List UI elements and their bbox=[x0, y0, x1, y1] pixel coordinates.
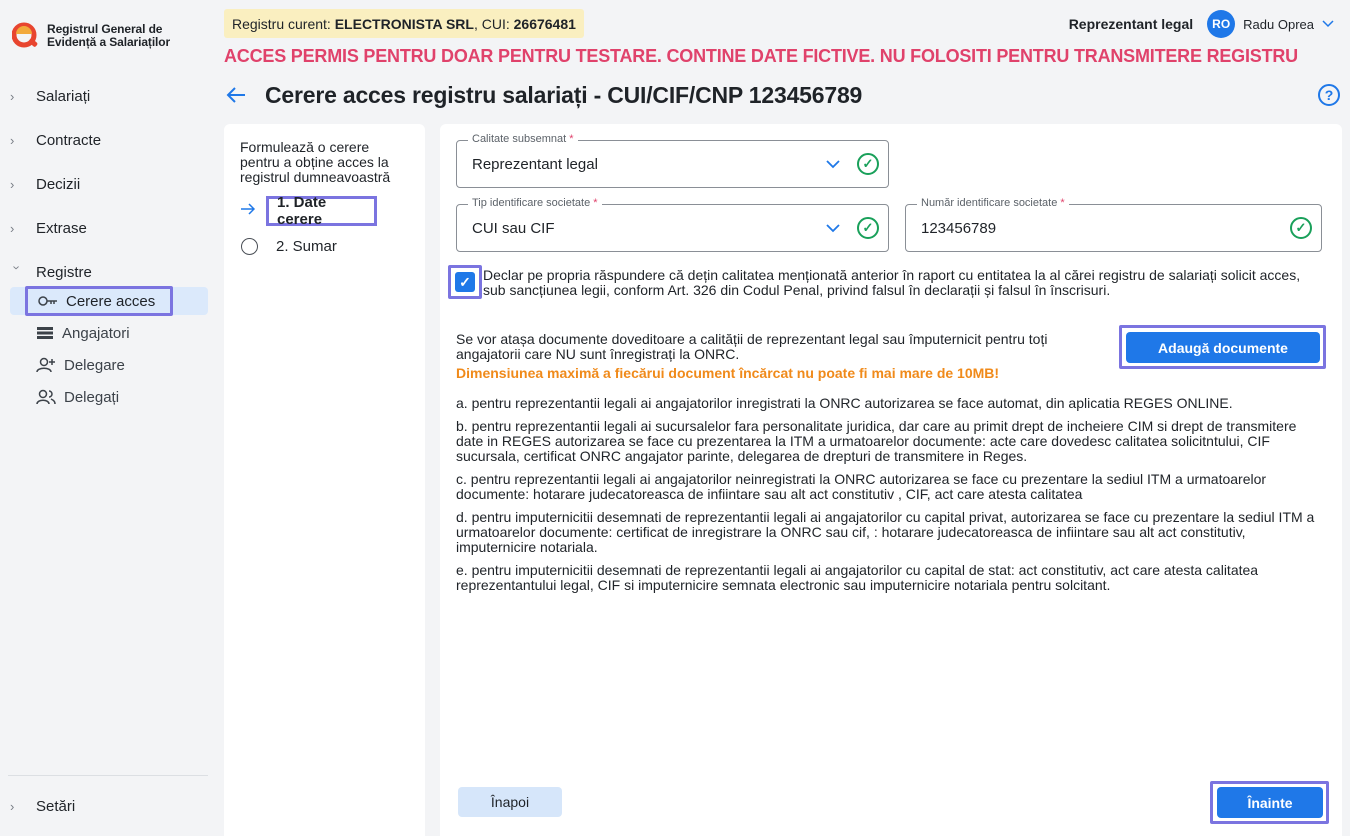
nav-group-label: Registre bbox=[36, 264, 92, 281]
arrow-right-icon bbox=[240, 202, 256, 220]
sidebar-item-label: Cerere acces bbox=[66, 292, 156, 310]
field-label-text: Număr identificare societate bbox=[921, 197, 1058, 209]
note-item: a. pentru reprezentantii legali ai angajatorilor inregistrati la ONRC autorizarea se face automat, din aplicatia REGES ONLINE. bbox=[456, 395, 1233, 411]
nav-group-label: Salariați bbox=[36, 88, 91, 105]
list-icon bbox=[36, 326, 54, 340]
check-circle-icon: ✓ bbox=[857, 153, 879, 175]
chevron-right-icon: › bbox=[10, 177, 15, 192]
form-panel bbox=[440, 124, 1342, 836]
documents-info: Se vor atașa documente doveditoare a calității de reprezentant legal sau împuternicit pentru toți angajatorii care NU sunt înregistrați la ONRC. bbox=[456, 331, 1048, 362]
add-documents-button[interactable]: Adaugă documente bbox=[1126, 332, 1320, 363]
numar-identificare-input[interactable] bbox=[905, 197, 1322, 252]
step-sumar[interactable]: 2. Sumar bbox=[276, 238, 337, 255]
back-button[interactable]: Înapoi bbox=[458, 787, 562, 817]
registry-prefix: Registru curent: bbox=[232, 15, 335, 32]
field-label bbox=[468, 133, 578, 145]
sidebar-divider bbox=[8, 775, 208, 776]
nav-group-label: Contracte bbox=[36, 132, 102, 149]
steps-panel bbox=[224, 124, 425, 836]
note-item: c. pentru reprezentantii legali ai angajatorilor neinregistrati la ONRC autorizarea se face cu prezentare la sediul ITM a urmatoarelor documente: hotarare judecatoreasca de infiintare sau alt act constitutiv , CIF, act care atesta calitatea bbox=[456, 471, 1267, 502]
note-item: d. pentru imputernicitii desemnati de reprezentantii legali ai angajatorilor cu capital privat, autorizarea se face cu prezentare la sediul ITM a urmatoarelor documente: certificat de inregistrare la ONRC sau cif, : hotarare judecatoreasca de infiintare sau alt act constitutiv, imputernicire notariala. bbox=[456, 509, 1315, 555]
sidebar-item-label: Delegare bbox=[64, 356, 125, 374]
tip-identificare-select[interactable] bbox=[456, 197, 889, 252]
chevron-right-icon: › bbox=[10, 221, 15, 236]
required-mark: * bbox=[569, 133, 574, 145]
note-item: b. pentru reprezentantii legali ai sucursalelor fara personalitate juridica, dar care au primit drept de incheiere CIM si drept de transmitere date in REGES autorizarea se face cu prezentarea la ITM a urmatoarelor documente: acte care dovedesc calitatea solicitntului, CIF sucursala, certificat ONRC angajator parinte, delegarea de drepturi de transmitere in Reges. bbox=[456, 418, 1297, 464]
focus-outline bbox=[25, 286, 173, 316]
select-value: CUI sau CIF bbox=[472, 219, 555, 237]
required-mark: * bbox=[593, 197, 598, 209]
step-radio-icon[interactable] bbox=[241, 238, 258, 255]
field-label bbox=[468, 197, 602, 209]
notes-list bbox=[456, 396, 1326, 601]
step-date-cerere[interactable]: 1. Date cerere bbox=[266, 196, 377, 226]
help-icon[interactable]: ? bbox=[1318, 84, 1340, 106]
nav-group-registre[interactable] bbox=[10, 264, 92, 281]
sidebar-item-delegati[interactable] bbox=[28, 383, 208, 411]
documents-size-warning: Dimensiunea maximă a fiecărui document încărcat nu poate fi mai mare de 10MB! bbox=[456, 365, 1000, 381]
test-warning-banner: ACCES PERMIS PENTRU DOAR PENTRU TESTARE. CONTINE DATE FICTIVE. NU FOLOSITI PENTRU TRANSMITERE REGISTRU bbox=[224, 46, 1298, 66]
nav-group-decizii[interactable] bbox=[10, 176, 80, 193]
select-value: Reprezentant legal bbox=[472, 155, 598, 173]
field-label-text: Tip identificare societate bbox=[472, 197, 591, 209]
nav-group-extrase[interactable] bbox=[10, 220, 87, 237]
required-mark: * bbox=[1060, 197, 1065, 209]
nav-group-label: Extrase bbox=[36, 220, 87, 237]
chevron-down-icon[interactable] bbox=[826, 160, 840, 169]
user-role: Reprezentant legal bbox=[1068, 16, 1194, 32]
sidebar-item-angajatori[interactable] bbox=[28, 319, 208, 347]
sidebar-item-label: Delegați bbox=[64, 388, 120, 406]
company-name: ELECTRONISTA SRL bbox=[334, 15, 474, 32]
sidebar-item-delegare[interactable] bbox=[28, 351, 208, 379]
logo-line-1: Registrul General de bbox=[47, 21, 163, 36]
field-label-text: Calitate subsemnat bbox=[472, 133, 567, 145]
calitate-select[interactable] bbox=[456, 133, 889, 188]
logo-icon bbox=[12, 22, 39, 49]
nav-group-contracte[interactable] bbox=[10, 132, 101, 149]
back-arrow-icon[interactable] bbox=[226, 84, 246, 110]
current-registry-badge bbox=[224, 9, 584, 38]
check-circle-icon: ✓ bbox=[857, 217, 879, 239]
nav-group-label: Decizii bbox=[36, 176, 81, 193]
next-button[interactable]: Înainte bbox=[1217, 787, 1323, 818]
user-name[interactable]: Radu Oprea bbox=[1243, 16, 1314, 32]
cui-value: 26676481 bbox=[513, 15, 576, 32]
user-add-icon bbox=[36, 357, 56, 373]
cui-prefix: , CUI: bbox=[473, 15, 514, 32]
sidebar bbox=[0, 0, 216, 836]
users-icon bbox=[36, 389, 56, 405]
nav-group-salariati[interactable] bbox=[10, 88, 90, 105]
chevron-down-icon[interactable] bbox=[1322, 20, 1334, 28]
chevron-right-icon: › bbox=[10, 799, 15, 814]
steps-description: Formulează o cerere pentru a obține acces la registrul dumneavoastră bbox=[240, 139, 391, 185]
chevron-down-icon: › bbox=[9, 265, 25, 270]
avatar[interactable]: RO bbox=[1207, 10, 1235, 38]
field-label bbox=[917, 197, 1069, 209]
check-circle-icon: ✓ bbox=[1290, 217, 1312, 239]
nav-group-setari[interactable] bbox=[10, 798, 75, 815]
page-title: Cerere acces registru salariați - CUI/CIF/CNP 123456789 bbox=[265, 82, 863, 108]
chevron-right-icon: › bbox=[10, 89, 15, 104]
user-menu[interactable] bbox=[1069, 10, 1334, 38]
declaration-checkbox[interactable]: ✓ bbox=[455, 272, 475, 292]
chevron-down-icon[interactable] bbox=[826, 224, 840, 233]
nav-group-label: Setări bbox=[36, 798, 76, 815]
sidebar-item-label: Angajatori bbox=[62, 324, 130, 342]
app-logo[interactable] bbox=[12, 22, 170, 49]
note-item: e. pentru imputernicitii desemnati de reprezentantii legali ai angajatorilor cu capital de stat: act constitutiv, act care atesta calitatea reprezentantului legal, CIF si imputernicire semnata electronic sau imputernicire notariala pentru solcitant. bbox=[456, 562, 1259, 593]
declaration-text: Declar pe propria răspundere că dețin calitatea menționată anterior în raport cu entitatea la al cărei registru de salariați solicit acces, sub sancțiunea legii, conform Art. 326 din Codul Penal, privind falsul în declarații și falsul în înscrisuri. bbox=[483, 267, 1301, 298]
input-value: 123456789 bbox=[921, 219, 997, 237]
chevron-right-icon: › bbox=[10, 133, 15, 148]
logo-line-2: Evidență a Salariaților bbox=[47, 34, 171, 49]
